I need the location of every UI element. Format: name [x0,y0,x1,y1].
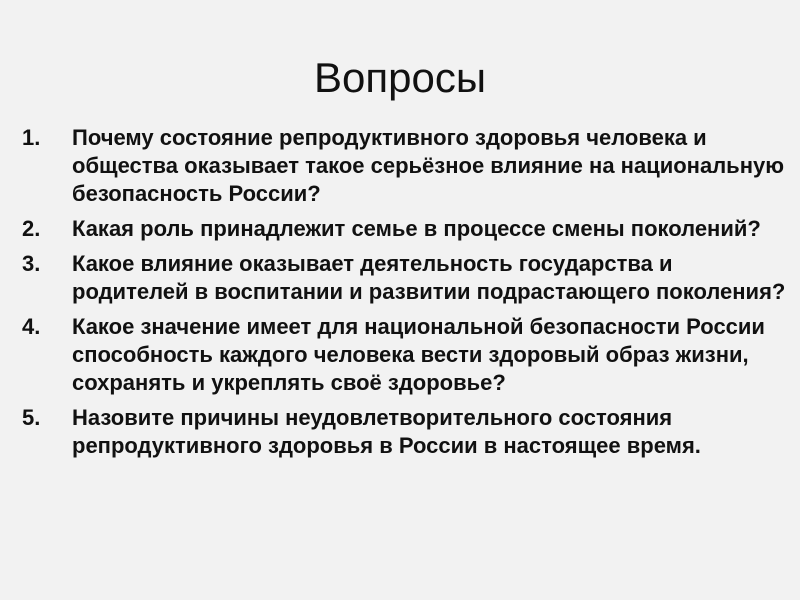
slide-title: Вопросы [313,54,487,101]
question-item-5 [22,404,792,460]
question-number: 2. [22,216,41,241]
question-number: 5. [22,405,41,430]
question-text: Какое значение имеет для национальной безопасности России способность каждого человека вести здоровый образ жизни, сохранять и укреплять своё здоровье? [72,314,765,395]
question-text: Почему состояние репродуктивного здоровья человека и общества оказывает такое серьёзное влияние на национальную безопасность России? [72,125,785,206]
question-number: 3. [22,251,41,276]
question-item-2 [22,215,792,243]
question-number: 1. [22,125,41,150]
question-number: 4. [22,314,41,339]
question-text: Назовите причины неудовлетворительного состояния репродуктивного здоровья в России в настоящее время. [72,405,701,458]
question-text: Какая роль принадлежит семье в процессе смены поколений? [72,216,761,241]
question-text: Какое влияние оказывает деятельность государства и родителей в воспитании и развитии подрастающего поколения? [72,251,786,304]
question-item-1 [22,124,792,208]
question-item-4 [22,313,792,397]
question-item-3 [22,250,792,306]
questions-list [22,124,792,467]
